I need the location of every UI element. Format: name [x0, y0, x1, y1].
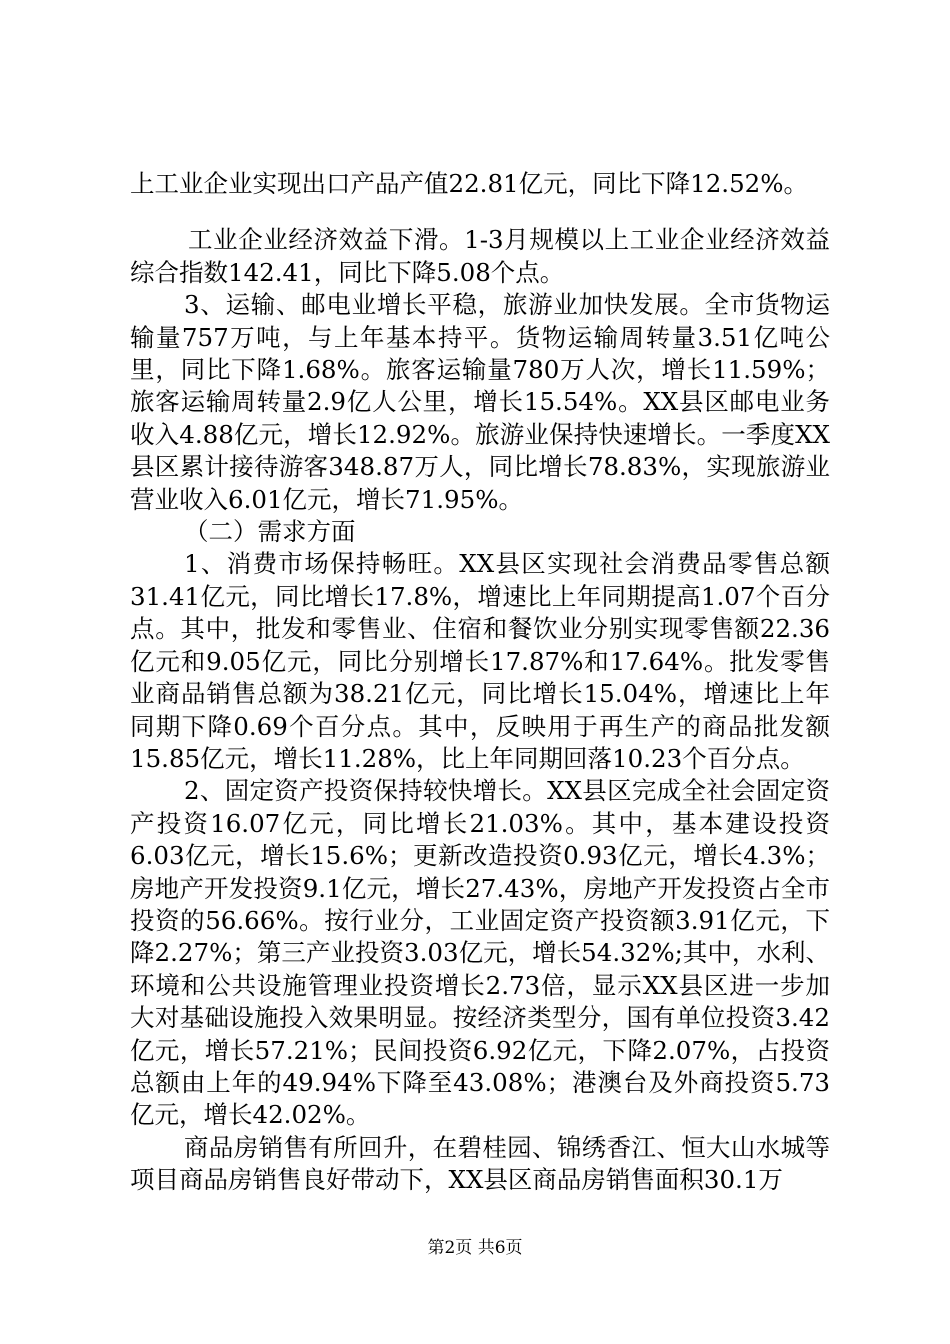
paragraph-export-value: 上工业企业实现出口产品产值22.81亿元，同比下降12.52%。 — [130, 169, 809, 198]
paragraph-transport-tourism: 3、运输、邮电业增长平稳，旅游业加快发展。全市货物运输量757万吨，与上年基本持平。货物运输周转量3.51亿吨公里，同比下降1.68%。旅客运输量780万人次，增长11.59%；旅客运输周转量2.9亿人公里，增长15.54%。XX县区邮电业务收入4.88亿元，增长12.92%。旅游业保持快速增长。一季度XX县区累计接待游客348.87万人，同比增长78.83%，实现旅游业营业收入6.01亿元，增长71.95%。 — [130, 290, 830, 514]
paragraph-housing-sales: 商品房销售有所回升，在碧桂园、锦绣香江、恒大山水城等项目商品房销售良好带动下，XX县区商品房销售面积30.1万 — [130, 1132, 830, 1195]
paragraph-fixed-asset-investment: 2、固定资产投资保持较快增长。XX县区完成全社会固定资产投资16.07亿元，同比增长21.03%。其中，基本建设投资6.03亿元，增长15.6%；更新改造投资0.93亿元，增长4.3%；房地产开发投资9.1亿元，增长27.43%，房地产开发投资占全市投资的56.66%。按行业分，工业固定资产投资额3.91亿元，下降2.27%；第三产业投资3.03亿元，增长54.32%;其中，水利、环境和公共设施管理业投资增长2.73倍，显示XX县区进一步加大对基础设施投入效果明显。按经济类型分，国有单位投资3.42亿元，增长57.21%；民间投资6.92亿元，下降2.07%，占投资总额由上年的49.94%下降至43.08%；港澳台及外商投资5.73亿元，增长42.02%。 — [130, 776, 830, 1130]
document-body — [130, 168, 830, 1197]
section-heading-demand: （二）需求方面 — [184, 517, 356, 547]
paragraph-industrial-efficiency: 工业企业经济效益下滑。1-3月规模以上工业企业经济效益综合指数142.41，同比下降5.08个点。 — [130, 225, 830, 287]
page-footer: 第2页 共6页 — [427, 1238, 523, 1258]
paragraph-consumer-market: 1、消费市场保持畅旺。XX县区实现社会消费品零售总额31.41亿元，同比增长17.8%，增速比上年同期提高1.07个百分点。其中，批发和零售业、住宿和餐饮业分别实现零售额22.36亿元和9.05亿元，同比分别增长17.87%和17.64%。批发零售业商品销售总额为38.21亿元，同比增长15.04%，增速比上年同期下降0.69个百分点。其中，反映用于再生产的商品批发额15.85亿元，增长11.28%，比上年同期回落10.23个百分点。 — [130, 549, 830, 773]
